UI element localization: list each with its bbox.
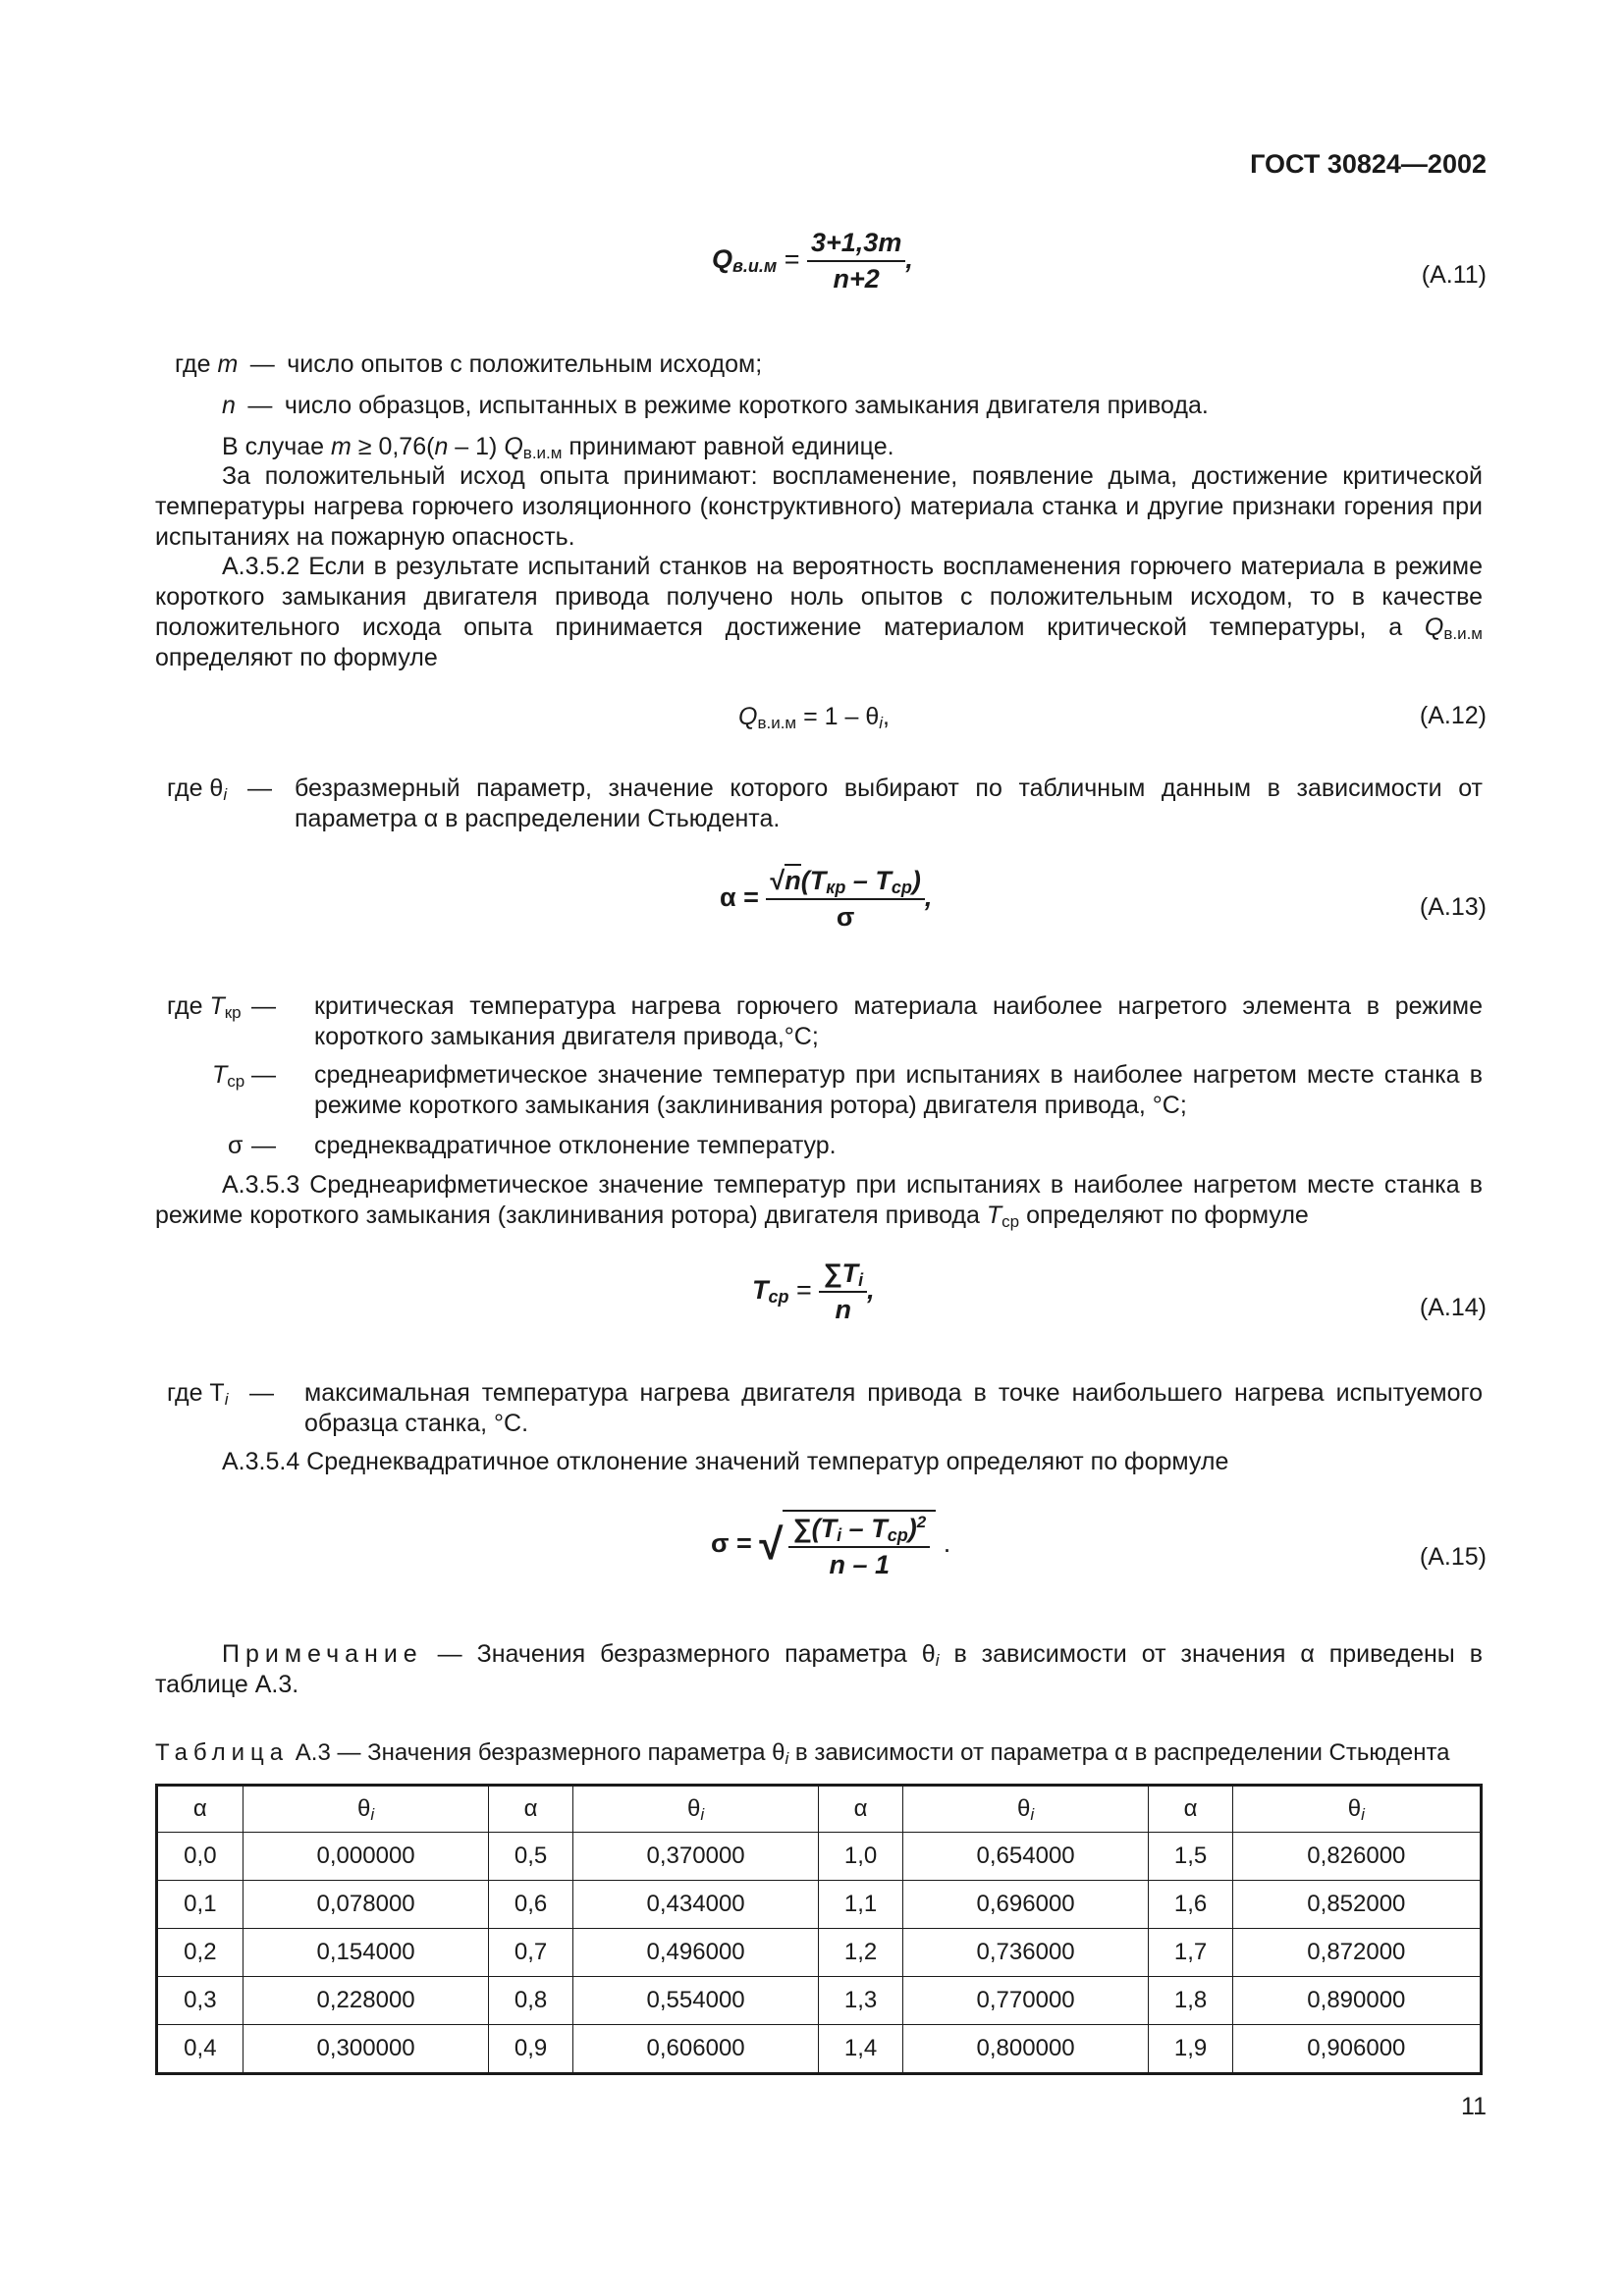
note: Примечание — Значения безразмерного параметра $\theta_i$ в зависимости от значения α приведены в таблице А.3. — [155, 1640, 1483, 1698]
table-cell: 0,696000 — [902, 1881, 1149, 1929]
table-row — [157, 1977, 1482, 2025]
paragraph-positive-outcome: За положительный исход опыта принимают: воспламенение, появление дыма, достижение критической температуры нагрева горючего изоляционного (конструктивного) материала станка и другие признаки горения при испытаниях на пожарную опасность. — [155, 462, 1483, 551]
table-cell: 0,6 — [489, 1881, 572, 1929]
equation-number-a11: (А.11) — [1421, 261, 1487, 289]
table-a3 — [155, 1784, 1483, 2075]
table-cell: 0,228000 — [243, 1977, 489, 2025]
table-row — [157, 1929, 1482, 1977]
definition-tkr-label: где $T_{кр}$ — [167, 992, 242, 1022]
definition-tsr-label: $T_{ср}$ — [212, 1061, 245, 1091]
definition-tkr-text: критическая температура нагрева горючего материала наиболее нагретого элемента в режиме короткого замыкания двигателя привода,°С; — [314, 992, 1483, 1050]
definition-ti-label: где $T_i$ — [167, 1379, 229, 1409]
definition-tsr-text: среднеарифметическое значение температур при испытаниях в наиболее нагретом месте станка в режиме короткого замыкания (заклинивания ротора) двигателя привода, °С; — [314, 1061, 1483, 1119]
table-cell: 1,6 — [1149, 1881, 1232, 1929]
definition-theta-text: безразмерный параметр, значение которого выбирают по табличным данным в зависимости от параметра α в распределении Стьюдента. — [295, 774, 1483, 832]
definition-sigma-dash: — — [251, 1132, 276, 1159]
formula-a14: $T_{ср}$ = $\frac{\sum T_i}{n}$ , — [752, 1258, 875, 1324]
table-cell: 0,5 — [489, 1833, 572, 1881]
equation-number-a12: (А.12) — [1419, 702, 1487, 729]
table-cell: 0,4 — [157, 2025, 244, 2074]
table-cell: 0,2 — [157, 1929, 244, 1977]
page-number: 11 — [1461, 2093, 1487, 2120]
definition-n: n — число образцов, испытанных в режиме короткого замыкания двигателя привода. — [222, 392, 1209, 419]
equation-number-a13: (А.13) — [1419, 893, 1487, 921]
table-cell: 0,154000 — [243, 1929, 489, 1977]
table-cell: 0,370000 — [572, 1833, 819, 1881]
table-cell: 0,3 — [157, 1977, 244, 2025]
paragraph-a352: А.3.5.2 Если в результате испытаний станков на вероятность воспламенения горючего материала в режиме короткого замыкания двигателя привода получено ноль опытов с положительным исходом, то в качестве положительного исхода опыта принимается достижение материалом критической температуры, а $Q_{в.и.м}$ определяют по формуле — [155, 553, 1483, 671]
table-cell: 1,4 — [819, 2025, 902, 2074]
table-cell: 0,852000 — [1232, 1881, 1481, 1929]
table-cell: 0,826000 — [1232, 1833, 1481, 1881]
paragraph-a353: А.3.5.3 Среднеарифметическое значение температур при испытаниях в наиболее нагретом месте станка в режиме короткого замыкания (заклинивания ротора) двигателя привода $T_{ср}$ определяют по формуле — [155, 1171, 1483, 1231]
table-cell: 0,8 — [489, 1977, 572, 2025]
table-cell: 0,0 — [157, 1833, 244, 1881]
formula-a15: σ = √ $\frac{\sum(T_i - T_{ср})^2}{n - 1}$ . — [711, 1510, 950, 1580]
formula-a12: $Q_{в.и.м} = 1 - \theta_i$, — [738, 703, 890, 732]
definition-sigma-label: σ — [228, 1132, 244, 1159]
table-cell: 1,2 — [819, 1929, 902, 1977]
formula-a11: $Q_{в.и.м}$ = $\frac{3+1,3m}{n+2}$ , — [712, 228, 913, 294]
column-header: α — [1149, 1786, 1232, 1833]
table-cell: 0,872000 — [1232, 1929, 1481, 1977]
table-cell: 0,300000 — [243, 2025, 489, 2074]
table-cell: 0,1 — [157, 1881, 244, 1929]
formula-a13: α = $\frac{√n(T_{кр} - T_{ср})}{\sigma}$ , — [720, 866, 933, 932]
column-header: $\theta_i$ — [572, 1786, 819, 1833]
table-cell: 0,9 — [489, 2025, 572, 2074]
table-cell: 0,078000 — [243, 1881, 489, 1929]
table-cell: 0,736000 — [902, 1929, 1149, 1977]
table-cell: 0,000000 — [243, 1833, 489, 1881]
table-cell: 1,5 — [1149, 1833, 1232, 1881]
table-cell: 0,7 — [489, 1929, 572, 1977]
equation-number-a14: (А.14) — [1419, 1294, 1487, 1321]
definition-ti-text: максимальная температура нагрева двигателя привода в точке наибольшего нагрева испытуемого образца станка, °С. — [304, 1379, 1483, 1437]
column-header: α — [157, 1786, 244, 1833]
column-header: α — [489, 1786, 572, 1833]
table-row — [157, 1881, 1482, 1929]
table-cell: 0,654000 — [902, 1833, 1149, 1881]
table-cell: 0,906000 — [1232, 2025, 1481, 2074]
table-header-row — [157, 1786, 1482, 1833]
definition-m: где m — число опытов с положительным исходом; — [175, 350, 763, 378]
definition-sigma-text: среднеквадратичное отклонение температур. — [314, 1132, 837, 1159]
table-row — [157, 1833, 1482, 1881]
table-cell: 0,606000 — [572, 2025, 819, 2074]
table-cell: 1,7 — [1149, 1929, 1232, 1977]
table-cell: 0,554000 — [572, 1977, 819, 2025]
column-header: $\theta_i$ — [243, 1786, 489, 1833]
table-cell: 0,496000 — [572, 1929, 819, 1977]
definition-tsr-dash: — — [251, 1061, 276, 1089]
paragraph-case: В случае m ≥ 0,76(n – 1) $Q_{в.и.м}$ принимают равной единице. — [222, 433, 894, 462]
definition-theta-dash: — — [247, 774, 272, 802]
table-cell: 1,9 — [1149, 2025, 1232, 2074]
definition-ti-dash: — — [249, 1379, 274, 1407]
table-cell: 1,8 — [1149, 1977, 1232, 2025]
table-caption: Таблица А.3 — Значения безразмерного параметра $\theta_i$ в зависимости от параметра α в распределении Стьюдента — [155, 1739, 1450, 1768]
column-header: $\theta_i$ — [1232, 1786, 1481, 1833]
equation-number-a15: (А.15) — [1419, 1543, 1487, 1571]
table-cell: 0,800000 — [902, 2025, 1149, 2074]
table-cell: 0,770000 — [902, 1977, 1149, 2025]
table-cell: 1,0 — [819, 1833, 902, 1881]
definition-tkr-dash: — — [251, 992, 276, 1020]
definition-theta: где $\theta_i$ — [167, 774, 228, 804]
table-cell: 1,1 — [819, 1881, 902, 1929]
document-id: ГОСТ 30824—2002 — [1250, 149, 1487, 179]
table-cell: 0,434000 — [572, 1881, 819, 1929]
paragraph-a354: А.3.5.4 Среднеквадратичное отклонение значений температур определяют по формуле — [222, 1448, 1229, 1475]
column-header: $\theta_i$ — [902, 1786, 1149, 1833]
column-header: α — [819, 1786, 902, 1833]
table-row — [157, 2025, 1482, 2074]
table-cell: 0,890000 — [1232, 1977, 1481, 2025]
table-cell: 1,3 — [819, 1977, 902, 2025]
